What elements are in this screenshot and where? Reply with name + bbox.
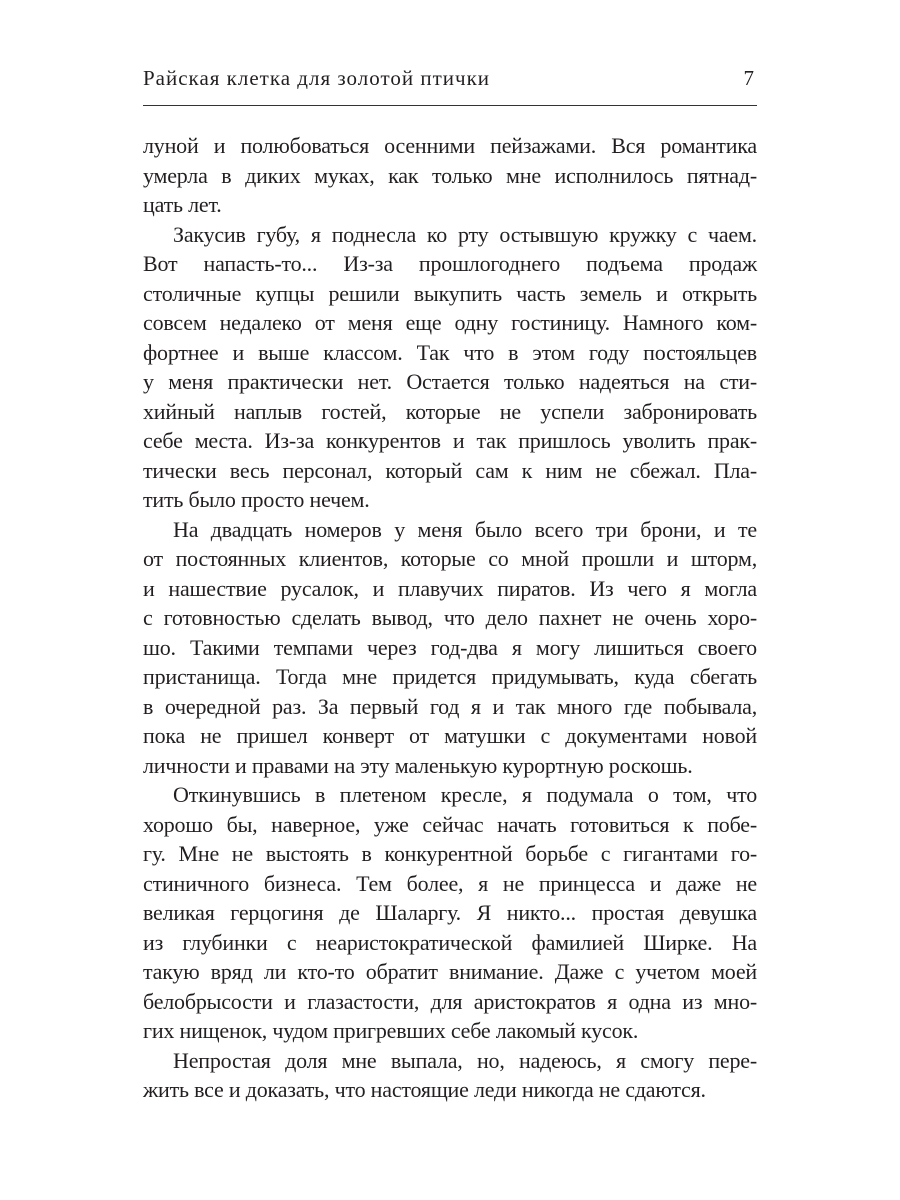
- text-line: хорошо бы, наверное, уже сейчас начать готовиться к побе-: [143, 811, 757, 837]
- text-line: у меня практически нет. Остается только надеяться на сти-: [143, 369, 757, 394]
- text-line: пристанища. Тогда мне придется придумывать, куда сбегать: [143, 664, 757, 689]
- text-line: столичные купцы решили выкупить часть земель и открыть: [143, 280, 757, 306]
- text-line: хийный наплыв гостей, которые не успели забронировать: [143, 398, 757, 424]
- text-line: цать лет.: [143, 192, 222, 217]
- text-line: луной и полюбоваться осенними пейзажами. Вся романтика: [143, 133, 757, 158]
- text-line: Закусив губу, я поднесла ко рту остывшую кружку с чаем.: [173, 221, 757, 247]
- text-line: совсем недалеко от меня еще одну гостиницу. Намного ком-: [143, 310, 757, 335]
- text-line: тить было просто нечем.: [143, 487, 370, 512]
- text-line: шо. Такими темпами через год-два я могу лишиться своего: [143, 634, 757, 660]
- text-line: стиничного бизнеса. Тем более, я не принцесса и даже не: [143, 870, 757, 896]
- text-line: жить все и доказать, что настоящие леди никогда не сдаются.: [143, 1077, 706, 1102]
- page-body-text: [143, 131, 757, 1105]
- paragraph: [143, 1046, 757, 1105]
- text-line: На двадцать номеров у меня было всего три брони, и те: [173, 516, 757, 542]
- text-line: Непростая доля мне выпала, но, надеюсь, я смогу пере-: [173, 1047, 757, 1073]
- page-number: 7: [743, 66, 755, 90]
- text-line: умерла в диких муках, как только мне исполнилось пятнад-: [143, 162, 757, 188]
- text-line: личности и правами на эту маленькую курортную роскошь.: [143, 752, 693, 778]
- text-line: гу. Мне не выстоять в конкурентной борьбе с гигантами го-: [143, 841, 757, 866]
- text-line: тически весь персонал, который сам к ним не сбежал. Пла-: [143, 457, 757, 483]
- text-line: Откинувшись в плетеном кресле, я подумала о том, что: [173, 782, 757, 807]
- paragraph: [143, 131, 757, 220]
- running-header: [143, 66, 757, 96]
- text-line: от постоянных клиентов, которые со мной прошли и шторм,: [143, 546, 757, 571]
- header-rule: [143, 105, 757, 106]
- text-line: из глубинки с неаристократической фамилией Ширке. На: [143, 929, 757, 955]
- text-line: в очередной раз. За первый год я и так много где побывала,: [143, 693, 757, 719]
- book-title: Райская клетка для золотой птички: [143, 66, 491, 90]
- text-line: великая герцогиня де Шаларгу. Я никто... простая девушка: [143, 900, 757, 925]
- text-line: фортнее и выше классом. Так что в этом году постояльцев: [143, 339, 757, 365]
- text-line: пока не пришел конверт от матушки с документами новой: [143, 723, 757, 748]
- text-line: белобрысости и глазастости, для аристократов я одна из мно-: [143, 988, 757, 1014]
- paragraph: [143, 515, 757, 781]
- text-line: Вот напасть-то... Из-за прошлогоднего подъема продаж: [143, 251, 757, 276]
- text-line: такую вряд ли кто-то обратит внимание. Даже с учетом моей: [143, 959, 757, 984]
- text-line: и нашествие русалок, и плавучих пиратов. Из чего я могла: [143, 575, 757, 601]
- text-line: с готовностью сделать вывод, что дело пахнет не очень хоро-: [143, 605, 757, 630]
- paragraph: [143, 220, 757, 515]
- text-line: гих нищенок, чудом пригревших себе лакомый кусок.: [143, 1018, 639, 1043]
- paragraph: [143, 780, 757, 1046]
- text-line: себе места. Из-за конкурентов и так пришлось уволить прак-: [143, 428, 757, 453]
